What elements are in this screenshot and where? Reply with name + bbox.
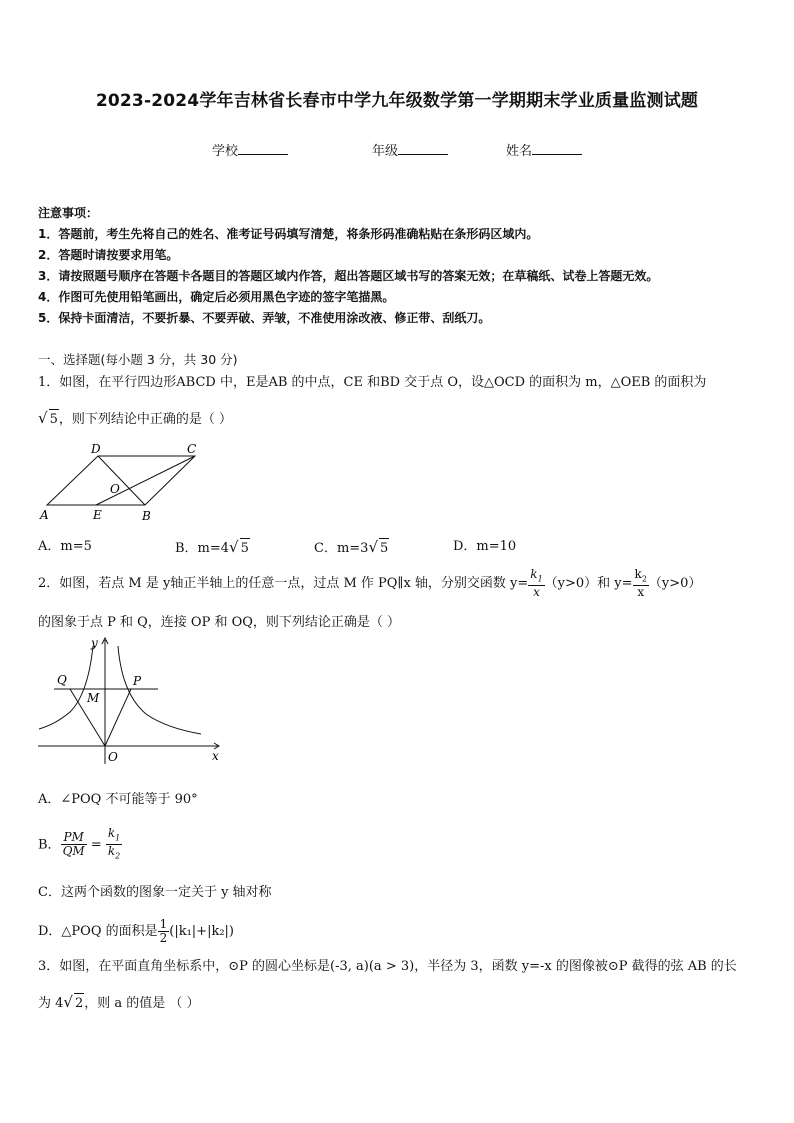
q1-stem-rest: ，则下列结论中正确的是（ ） [58,412,232,427]
section-heading: 一、选择题(每小题 3 分，共 30 分) [38,352,238,367]
radical-sign: √ [38,409,48,427]
q2-option-c[interactable]: C．这两个函数的图象一定关于 y 轴对称 [38,885,272,900]
k1-symbol: k [530,567,538,581]
q3-stem-rest: ，则 a 的值是 （ ） [84,996,200,1011]
x-symbol: x [637,585,645,600]
grade-label: 年级 [372,144,399,159]
q1-option-c-sqrt: 5 [379,538,389,559]
notes-heading: 注意事项： [38,206,99,220]
q2-option-b-label: B． [38,837,61,853]
school-label: 学校 [212,144,239,159]
q1-option-b-text: B．m=4 [175,541,230,556]
fraction-pm-over-qm [61,831,87,858]
q2-option-d[interactable] [38,918,768,945]
grade-blank [398,142,448,155]
k2-symbol: k [634,567,642,581]
k1-subscript: 1 [115,833,121,843]
label-x: x [212,749,219,763]
q1-option-b[interactable] [175,537,250,559]
q2-hyperbola-figure [36,634,226,766]
q1-option-a[interactable]: A．m=5 [38,539,92,554]
k2-subscript: 2 [641,574,647,584]
name-field [506,140,582,159]
q3-stem-line2 [38,992,768,1014]
label-a: A [40,508,49,522]
q1-option-b-sqrt: 5 [240,538,250,559]
half-denominator: 2 [159,931,168,945]
q3-sqrt-value: 2 [74,993,84,1014]
hyperbola-left [39,646,93,729]
q1-stem-line2 [38,408,768,430]
q1-stem-line1: 1．如图，在平行四边形ABCD 中，E是AB 的中点，CE 和BD 交于点 O，设△OCD 的面积为 m，△OEB 的面积为 [38,375,707,390]
label-o: O [110,482,120,496]
label-c: C [187,442,197,456]
note-item: 2．答题时请按要求用笔。 [38,248,179,262]
label-e: E [93,508,102,522]
q2-stem-line2: 的图象于点 P 和 Q，连接 OP 和 OQ，则下列结论正确是（ ） [38,615,401,630]
x-symbol: x [533,585,540,600]
q1-sqrt-value: 5 [49,409,59,430]
k2-symbol: k [107,844,116,859]
q3-stem-line1: 3．如图，在平面直角坐标系中，⊙P 的圆心坐标是(-3, a)(a > 3)，半径为 3，函数 y=-x 的图像被⊙P 截得的弦 AB 的长 [38,959,737,974]
note-item: 5．保持卡面清洁，不要折暴、不要弄破、弄皱，不准使用涂改液、修正带、刮纸刀。 [38,311,491,325]
q1-option-c-text: C．m=3 [314,541,369,556]
q2-condition-2: （y>0） [648,576,702,592]
grade-field [372,140,448,159]
segment-ce [96,456,195,505]
q1-option-c[interactable] [314,537,389,559]
note-item: 4．作图可先使用铅笔画出，确定后必须用黑色字迹的签字笔描黑。 [38,290,395,304]
radical-sign: √ [63,993,73,1011]
label-b: B [142,509,151,523]
school-field [212,140,288,159]
half-numerator: 1 [159,917,168,931]
q2-option-a[interactable]: A．∠POQ 不可能等于 90° [38,792,198,807]
k1-subscript: 1 [537,574,543,584]
q2-condition-1: （y>0）和 y= [544,576,633,592]
q2-stem-line1 [38,568,788,599]
q2-stem-text: 2．如图，若点 M 是 y轴正半轴上的任意一点，过点 M 作 PQ∥x 轴，分别交函数 y= [38,576,529,592]
fraction-k1-over-x [528,568,544,599]
q3-stem-text: 为 4 [38,996,64,1011]
school-blank [238,142,288,155]
q2-option-d-abs: (|k₁|+|k₂|) [169,924,234,939]
segment-op [105,689,131,746]
fraction-k2-over-x [633,568,649,599]
note-item: 1．答题前，考生先将自己的姓名、准考证号码填写清楚，将条形码准确粘贴在条形码区域内。 [38,227,539,241]
label-p: P [133,674,142,688]
note-item: 3．请按照题号顺序在答题卡各题目的答题区域内作答，超出答题区域书写的答案无效；在草稿纸、试卷上答题无效。 [38,269,659,283]
fraction-k1-over-k2 [106,827,122,863]
q2-option-b[interactable]: B． $\frac{PM}{QM}$ = $\frac{k_1}{k_2}$ [38,826,121,861]
radical-sign: √ [368,538,379,556]
name-label: 姓名 [506,144,533,159]
label-o: O [108,750,118,764]
label-q: Q [57,673,67,687]
q1-parallelogram-figure [36,440,206,525]
diagonal-bd [98,456,145,505]
qm-symbol: QM [62,844,85,859]
label-y: y [91,636,98,650]
label-d: D [91,442,101,456]
q1-option-d[interactable]: D．m=10 [453,539,517,554]
q2-option-d-text: D．△POQ 的面积是 [38,924,158,939]
k2-subscript: 2 [115,851,121,861]
fraction-one-half [158,918,170,945]
page-title: 2023-2024学年吉林省长春市中学九年级数学第一学期期末学业质量监测试题 [95,91,699,111]
pm-symbol: PM [61,831,87,845]
radical-sign: √ [229,538,239,556]
k1-symbol: k [107,826,116,840]
name-blank [532,142,582,155]
label-m: M [87,691,100,705]
